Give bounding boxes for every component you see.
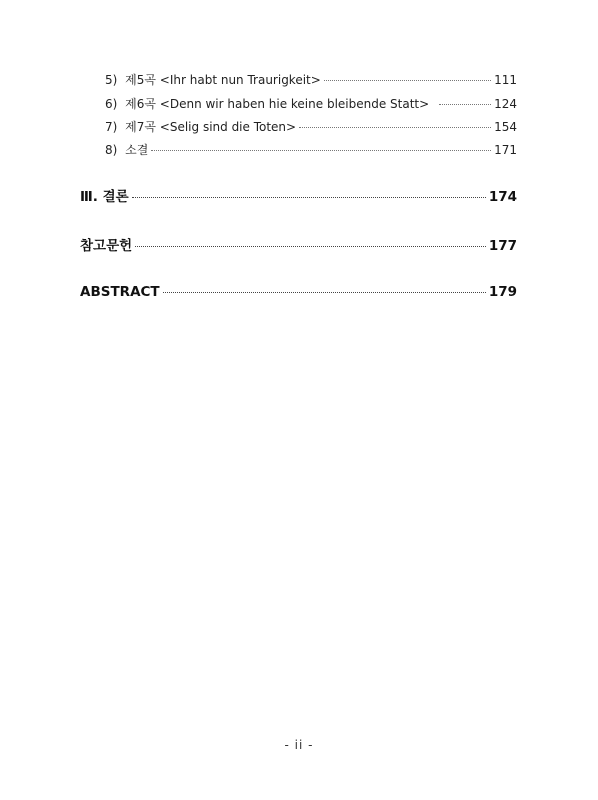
toc-entry-label	[105, 71, 321, 88]
toc-entry	[105, 95, 517, 112]
toc-entry-title: 참고문헌	[80, 238, 133, 254]
toc-entry-main	[80, 185, 517, 205]
toc-entry-title: ABSTRACT	[80, 284, 160, 300]
toc-entry-number: 7)	[105, 120, 118, 134]
toc-entry-main	[80, 234, 517, 254]
toc-entry-number: 6)	[105, 97, 118, 111]
toc-entry-page: 124	[494, 97, 517, 111]
page-number: - ii -	[284, 738, 314, 752]
toc-entry-label	[105, 118, 296, 135]
toc-entry-title: Ⅲ. 결론	[80, 189, 129, 205]
dot-leader	[439, 104, 491, 105]
toc-entry-title: 제5곡 <Ihr habt nun Traurigkeit>	[125, 73, 321, 87]
toc-entry	[105, 118, 517, 135]
dot-leader	[163, 292, 486, 293]
dot-leader	[151, 150, 491, 151]
toc-entry-page: 171	[494, 143, 517, 157]
toc-entry-title: 소결	[125, 143, 149, 157]
toc-entry-page: 174	[488, 189, 517, 205]
dot-leader	[135, 246, 486, 247]
dot-leader	[324, 80, 491, 81]
toc-entry-page: 179	[488, 284, 517, 300]
toc-entry-number: 5)	[105, 73, 118, 87]
toc-entry	[105, 141, 517, 158]
toc-entry-label	[105, 141, 148, 158]
toc-entry-page: 111	[494, 73, 517, 87]
toc-entry-main	[80, 284, 517, 300]
toc-entry	[105, 71, 517, 88]
toc-entry-label	[105, 95, 429, 112]
toc-entry-title: 제6곡 <Denn wir haben hie keine bleibende Statt>	[125, 97, 430, 111]
toc-entry-page: 177	[488, 238, 517, 254]
toc-entry-page: 154	[494, 120, 517, 134]
toc-entry-number: 8)	[105, 143, 118, 157]
toc-entry-title: 제7곡 <Selig sind die Toten>	[125, 120, 297, 134]
dot-leader	[299, 127, 491, 128]
dot-leader	[132, 197, 486, 198]
